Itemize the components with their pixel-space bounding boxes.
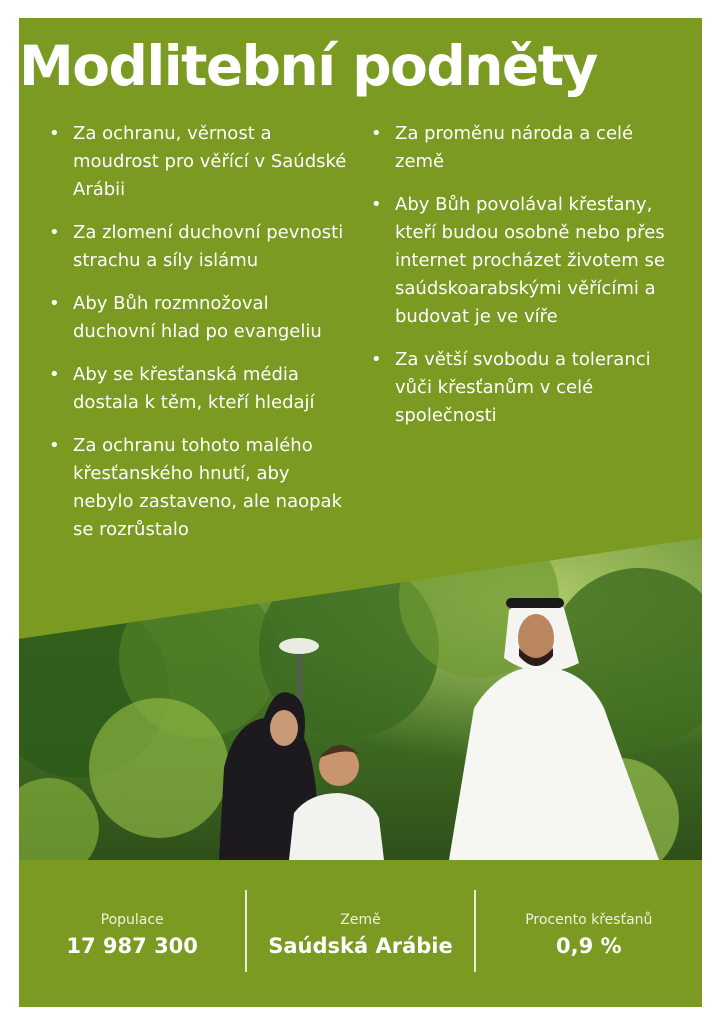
- bullet-icon: •: [49, 364, 60, 385]
- list-item: [49, 290, 349, 346]
- bullet-icon: •: [371, 194, 382, 215]
- bullet-icon: •: [49, 435, 60, 456]
- prayer-card: [19, 18, 702, 1007]
- bullet-icon: •: [49, 222, 60, 243]
- list-item: [49, 219, 349, 275]
- prayer-text: Za větší svobodu a toleranci vůči křesťanům v celé společnosti: [395, 349, 651, 426]
- stat-country: [247, 860, 473, 1007]
- list-item: [49, 361, 349, 417]
- stat-value: 0,9 %: [556, 933, 622, 958]
- stat-christians: [476, 860, 702, 1007]
- prayer-text: Aby se křesťanská média dostala k těm, kteří hledají: [73, 364, 315, 413]
- prayer-text: Za proměnu národa a celé země: [395, 123, 634, 172]
- stat-label: Země: [340, 911, 381, 928]
- prayer-text: Za ochranu, věrnost a moudrost pro věřící v Saúdské Arábii: [73, 123, 347, 200]
- prayer-text: Aby Bůh povolával křesťany, kteří budou osobně nebo přes internet procházet životem se saúdskoarabskými věřícími a budovat je ve víře: [395, 194, 665, 327]
- prayer-list-left: [49, 120, 349, 559]
- list-item: [371, 120, 671, 176]
- prayer-text: Za ochranu tohoto malého křesťanského hnutí, aby nebylo zastaveno, ale naopak se rozrůstalo: [73, 435, 342, 540]
- bullet-icon: •: [371, 349, 382, 370]
- bullet-icon: •: [49, 293, 60, 314]
- list-item: [371, 346, 671, 430]
- list-item: [49, 120, 349, 204]
- stat-value: Saúdská Arábie: [268, 933, 453, 958]
- family-photo: [19, 538, 702, 860]
- prayer-text: Za zlomení duchovní pevnosti strachu a síly islámu: [73, 222, 344, 271]
- page-title: Modlitební podněty: [19, 34, 597, 98]
- stat-label: Procento křesťanů: [525, 911, 653, 928]
- stat-value: 17 987 300: [66, 933, 198, 958]
- prayer-text: Aby Bůh rozmnožoval duchovní hlad po evangeliu: [73, 293, 322, 342]
- prayer-list-right: [371, 120, 671, 445]
- stats-bar: [19, 860, 702, 1007]
- list-item: [371, 191, 671, 331]
- stat-population: [19, 860, 245, 1007]
- stat-label: Populace: [100, 911, 164, 928]
- bullet-icon: •: [49, 123, 60, 144]
- list-item: [49, 432, 349, 544]
- bullet-icon: •: [371, 123, 382, 144]
